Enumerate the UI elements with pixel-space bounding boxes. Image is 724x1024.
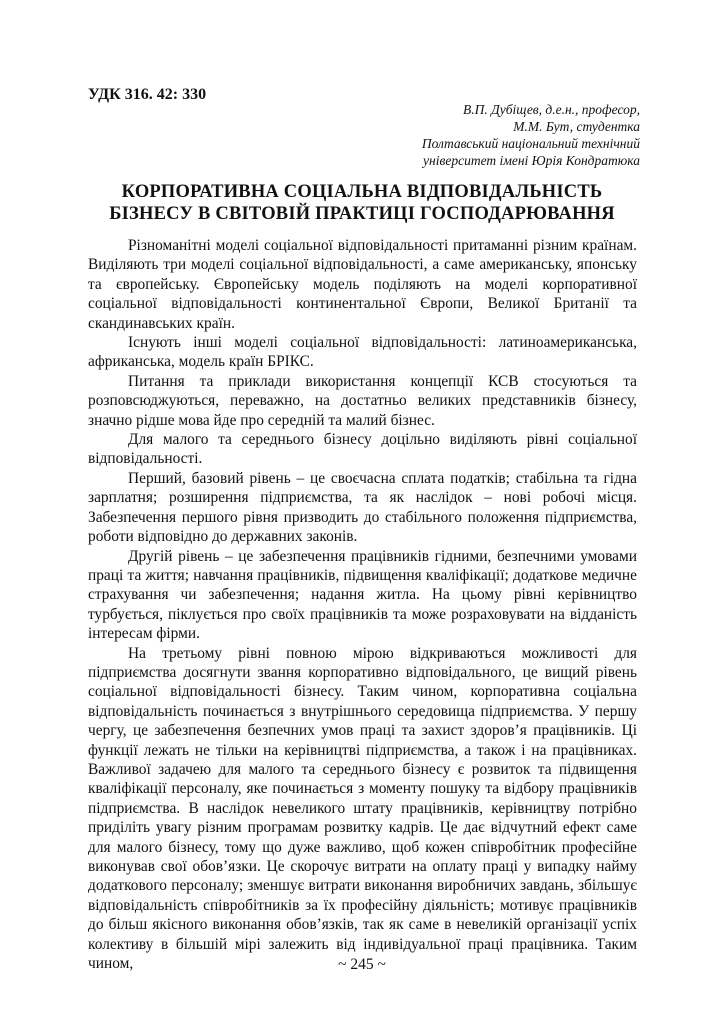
- udk-code: УДК 316. 42: 330: [88, 86, 207, 103]
- page-number: ~ 245 ~: [338, 956, 386, 973]
- body-paragraph: Питання та приклади використання концепції КСВ стосуються та розповсюджуються, переважно, на достатньо великих представників бізнесу, значно рідше мова йде про середній та малий бізнес.: [88, 372, 637, 429]
- title-line: КОРПОРАТИВНА СОЦІАЛЬНА ВІДПОВІДАЛЬНІСТЬ: [121, 182, 603, 202]
- author-block: [340, 101, 640, 169]
- body-paragraph: На третьому рівні повною мірою відкриваються можливості для підприємства досягнути звання корпоративно відповідального, це вищий рівень соціальної відповідальності бізнесу. Таким чином, корпоративна соціальна відповідальність починається з внутрішнього середовища підприємства. У першу чергу, це забезпечення безпечних умов праці та захист здоров’я працівників. Ці функції лежать не тільки на керівництві підприємства, а також і на працівниках. Важливої задачею для малого та середнього бізнесу є розвиток та підвищення кваліфікації персоналу, яке починається з моменту пошуку та відбору працівників підприємства. В наслідок невеликого штату працівників, керівництву потрібно приділіть увагу різним програмам розвитку кадрів. Це дає відчутний ефект саме для малого бізнесу, тому що дуже важливо, щоб кожен співробітник професійне виконував свої обов’язки. Це скорочує витрати на оплату праці у випадку найму додаткового персоналу; зменшує витрати виконання виробничих завдань, збільшує відповідальність співробітників за їх професійну діяльність; мотивує працівників до більш якісного виконання обов’язків, так як саме в невеликій організації успіх колективу в більшій мірі залежить від індивідуальної праці працівника. Таким чином,: [88, 644, 637, 973]
- author-line: М.М. Бут, студентка: [513, 119, 640, 134]
- title-line: БІЗНЕСУ В СВІТОВІЙ ПРАКТИЦІ ГОСПОДАРЮВАННЯ: [109, 204, 615, 224]
- affiliation-line: Полтавський національний технічний: [421, 136, 640, 151]
- body-paragraph: Перший, базовий рівень – це своєчасна сплата податків; стабільна та гідна зарплатня; розширення підприємства, та як наслідок – нові робочі місця. Забезпечення першого рівня призводить до стабільного положення підприємства, роботи відповідно до державних законів.: [88, 469, 637, 546]
- body-paragraph: Існують інші моделі соціальної відповідальності: латиноамериканська, африканська, модель країн БРІКС.: [88, 334, 637, 371]
- body-paragraph: Різноманітні моделі соціальної відповідальності притаманні різним країнам. Виділяють три моделі соціальної відповідальності, а саме американську, японську та європейську. Європейську модель поділяють на моделі корпоративної соціальної відповідальності континентальної Європи, Великої Британії та скандинавських країн.: [88, 237, 637, 332]
- body-paragraph: Другій рівень – це забезпечення працівників гідними, безпечними умовами праці та життя; навчання працівників, підвищення кваліфікації; додаткове медичне страхування чи забезпечення; надання житла. На цьому рівні керівництво турбується, піклується про своїх працівників та може розраховувати на відданість інтересам фірми.: [88, 547, 637, 643]
- body-paragraph: Для малого та середнього бізнесу доцільно виділяють рівні соціальної відповідальності.: [88, 431, 637, 468]
- affiliation-line: університет імені Юрія Кондратюка: [423, 153, 640, 168]
- article-title: [84, 181, 640, 225]
- author-line: В.П. Дубіщев, д.е.н., професор,: [463, 102, 640, 117]
- article-body: [88, 236, 637, 973]
